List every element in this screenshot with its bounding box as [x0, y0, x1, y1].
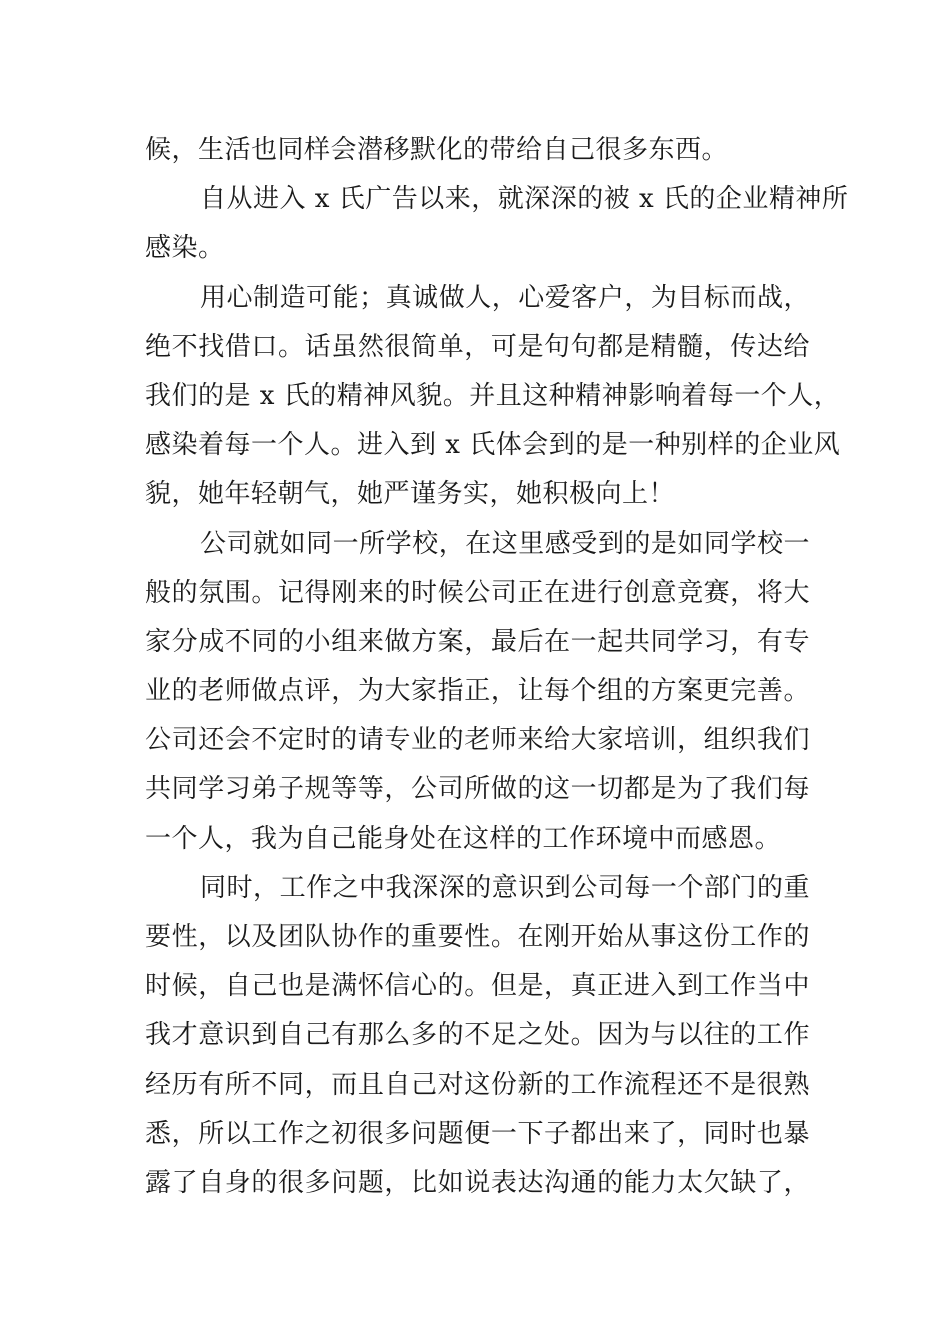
text-line: 貌，她年轻朝气，她严谨务实，她积极向上！ [145, 479, 676, 510]
text-line: 绝不找借口。话虽然很简单，可是句句都是精髓，传达给 [145, 331, 810, 362]
text-line: 家分成不同的小组来做方案，最后在一起共同学习，有专 [145, 626, 810, 657]
text-line: 时候，自己也是满怀信心的。但是，真正进入到工作当中 [145, 971, 810, 1002]
text-line: 我才意识到自己有那么多的不足之处。因为与以往的工作 [145, 1020, 810, 1051]
text-line: 悉，所以工作之初很多问题便一下子都出来了，同时也暴 [145, 1118, 810, 1149]
paragraph-start-line: 自从进入 x 氏广告以来，就深深的被 x 氏的企业精神所 [200, 184, 849, 215]
text-line: 公司还会不定时的请专业的老师来给大家培训，组织我们 [145, 725, 810, 756]
text-line: 露了自身的很多问题，比如说表达沟通的能力太欠缺了， [145, 1167, 810, 1198]
text-line: 感染着每一个人。进入到 x 氏体会到的是一种别样的企业风 [145, 430, 841, 461]
text-line: 般的氛围。记得刚来的时候公司正在进行创意竞赛，将大 [145, 577, 810, 608]
text-line: 感染。 [145, 233, 225, 264]
text-line: 我们的是 x 氏的精神风貌。并且这种精神影响着每一个人， [145, 380, 841, 411]
text-line: 业的老师做点评，为大家指正，让每个组的方案更完善。 [145, 676, 810, 707]
text-line: 要性，以及团队协作的重要性。在刚开始从事这份工作的 [145, 922, 810, 952]
text-line: 经历有所不同，而且自己对这份新的工作流程还不是很熟 [145, 1069, 810, 1100]
text-line: 共同学习弟子规等等，公司所做的这一切都是为了我们每 [145, 774, 810, 805]
text-line: 候，生活也同样会潜移默化的带给自己很多东西。 [145, 135, 729, 165]
paragraph-start-line: 同时，工作之中我深深的意识到公司每一个部门的重 [200, 872, 810, 903]
paragraph-start-line: 公司就如同一所学校，在这里感受到的是如同学校一 [200, 528, 810, 559]
text-line: 一个人，我为自己能身处在这样的工作环境中而感恩。 [145, 823, 782, 854]
body-text [145, 126, 849, 1208]
paragraph-start-line: 用心制造可能；真诚做人，心爱客户，为目标而战， [200, 282, 810, 313]
